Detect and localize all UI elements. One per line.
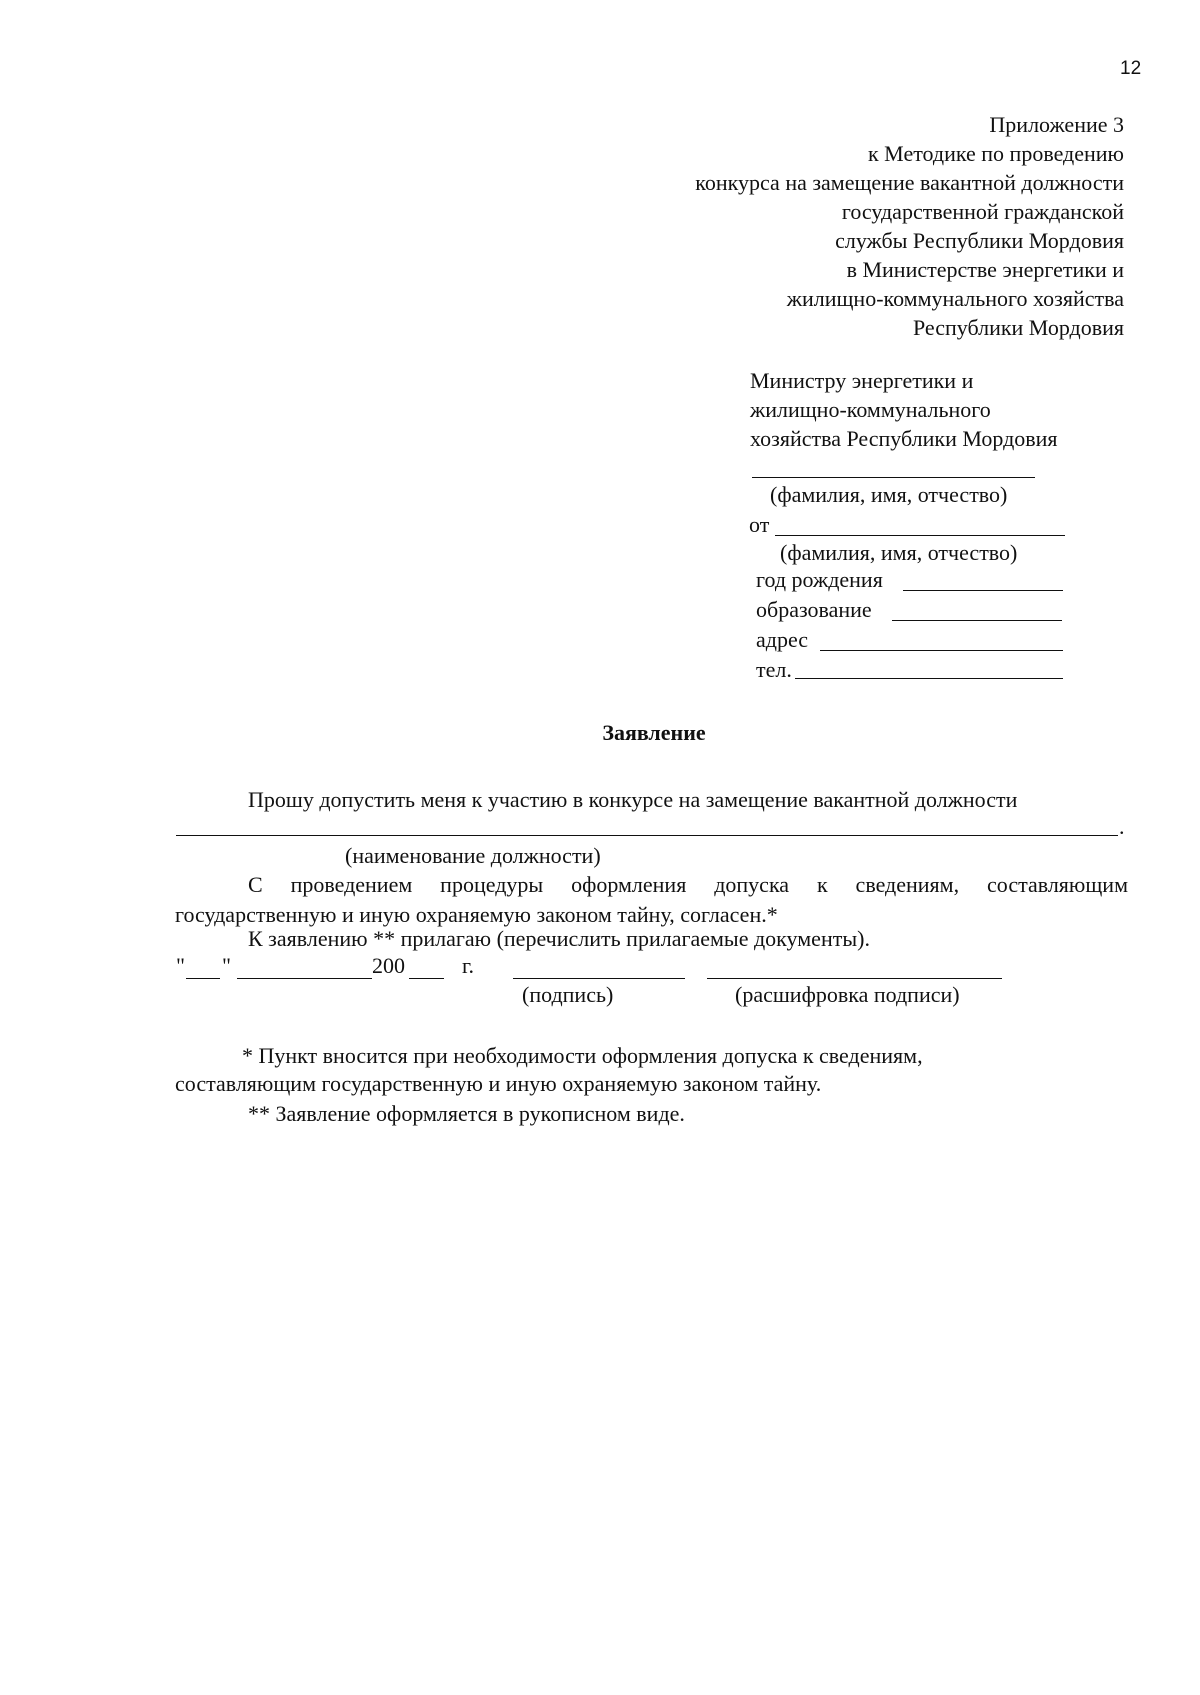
education-label: образование (756, 597, 872, 622)
date-quote-close: " (222, 953, 231, 978)
addressee-line: хозяйства Республики Мордовия (750, 426, 1058, 451)
signature-decode-line[interactable] (707, 978, 1002, 979)
request-line: Прошу допустить меня к участию в конкурсе на замещение вакантной должности (248, 787, 1018, 812)
addressee-line: жилищно-коммунального (750, 397, 991, 422)
consent-line-1: С проведением процедуры оформления допуска к сведениям, составляющим (248, 872, 1128, 897)
applicant-name-caption: (фамилия, имя, отчество) (780, 540, 1018, 565)
date-year-line[interactable] (409, 978, 444, 979)
position-name-line[interactable] (176, 835, 1118, 836)
recipient-name-line[interactable] (752, 477, 1035, 478)
date-year-prefix: 200 (372, 953, 405, 978)
footnote-1-line-2: составляющим государственную и иную охраняемую законом тайну. (175, 1071, 822, 1096)
signature-line[interactable] (513, 978, 685, 979)
appendix-line: государственной гражданской (841, 199, 1124, 224)
appendix-line: жилищно-коммунального хозяйства (786, 286, 1124, 311)
position-caption: (наименование должности) (345, 843, 601, 868)
appendix-line: Приложение 3 (989, 112, 1124, 137)
appendix-line: к Методике по проведению (867, 141, 1124, 166)
appendix-line: в Министерстве энергетики и (846, 257, 1124, 282)
phone-line[interactable] (795, 678, 1063, 679)
address-label: адрес (756, 627, 809, 652)
addressee-line: Министру энергетики и (750, 368, 974, 393)
footnote-2: ** Заявление оформляется в рукописном виде. (248, 1101, 685, 1126)
date-day-line[interactable] (186, 978, 220, 979)
addressee-block (750, 366, 1058, 453)
consent-line-2: государственную и иную охраняемую законом тайну, согласен.* (175, 902, 778, 927)
date-month-line[interactable] (237, 978, 372, 979)
date-quote-open: " (176, 953, 185, 978)
applicant-name-line[interactable] (775, 535, 1065, 536)
phone-label: тел. (756, 657, 792, 682)
document-title: Заявление (602, 720, 706, 745)
date-year-suffix: г. (462, 953, 475, 978)
footnote-1-line-1: * Пункт вносится при необходимости оформления допуска к сведениям, (242, 1043, 923, 1068)
education-line[interactable] (892, 620, 1062, 621)
appendix-line: Республики Мордовия (912, 315, 1124, 340)
birth-year-label: год рождения (756, 567, 883, 592)
recipient-name-caption: (фамилия, имя, отчество) (770, 482, 1008, 507)
attachments-line: К заявлению ** прилагаю (перечислить прилагаемые документы). (248, 926, 870, 951)
address-line[interactable] (820, 650, 1063, 651)
position-end-period: . (1119, 814, 1125, 839)
signature-decode-caption: (расшифровка подписи) (735, 982, 960, 1007)
appendix-header (695, 110, 1124, 342)
from-label: от (749, 512, 770, 537)
appendix-line: конкурса на замещение вакантной должности (695, 170, 1124, 195)
page-number: 12 (1120, 58, 1142, 79)
signature-caption: (подпись) (522, 982, 614, 1007)
appendix-line: службы Республики Мордовия (835, 228, 1124, 253)
birth-year-line[interactable] (903, 590, 1063, 591)
